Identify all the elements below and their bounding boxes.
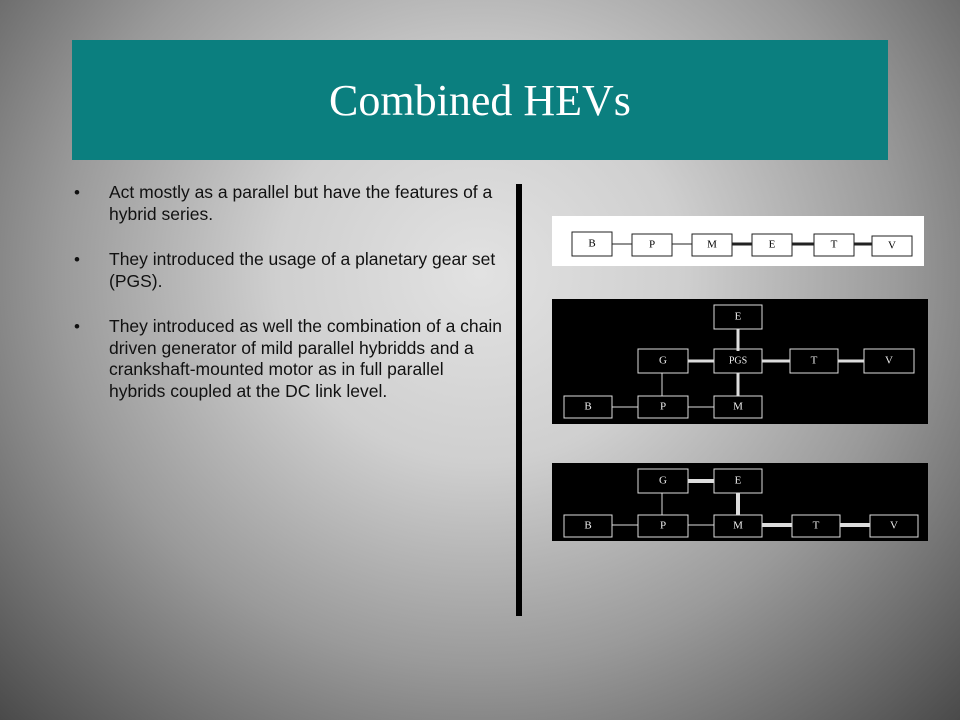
block-label: E <box>734 310 742 323</box>
block-label: P <box>659 400 667 413</box>
block-label: V <box>885 354 893 367</box>
block-label: M <box>707 238 717 251</box>
bullet-text: Act mostly as a parallel but have the features of a hybrid series. <box>109 182 493 224</box>
block-label: P <box>659 519 667 532</box>
block-label: E <box>768 238 776 251</box>
bullet-text: They introduced as well the combination of a chain driven generator of mild parallel hybridds and a crankshaft-mounted motor as in full parallel hybrids coupled at the DC link level. <box>109 316 503 401</box>
bullet-dot-icon: • <box>74 317 80 336</box>
block-label: G <box>659 474 667 487</box>
block-label: B <box>584 400 592 413</box>
bullet-dot-icon: • <box>74 250 80 269</box>
block-label: G <box>659 354 667 367</box>
block-label: B <box>584 519 592 532</box>
slide-title: Combined HEVs <box>329 75 631 125</box>
block-label: P <box>648 238 656 251</box>
series-chain-diagram <box>552 216 924 266</box>
title-bar <box>72 40 888 160</box>
block-label: M <box>733 400 743 413</box>
bullet-list <box>72 182 502 426</box>
block-label: B <box>588 237 596 250</box>
block-label: V <box>890 519 898 532</box>
bullet-item <box>72 182 502 225</box>
pgs-diagram <box>552 299 928 424</box>
bullet-dot-icon: • <box>74 183 80 202</box>
block-label: E <box>734 474 742 487</box>
block-label: T <box>812 519 820 532</box>
bullet-item <box>72 316 502 402</box>
bullet-item <box>72 249 502 292</box>
mild-parallel-diagram <box>552 463 928 541</box>
block-label: V <box>888 239 896 252</box>
bullet-text: They introduced the usage of a planetary gear set (PGS). <box>109 249 496 291</box>
block-label: M <box>733 519 743 532</box>
block-label: PGS <box>728 355 748 367</box>
block-label: T <box>810 354 818 367</box>
block-label: T <box>830 238 838 251</box>
vertical-divider <box>516 184 522 616</box>
